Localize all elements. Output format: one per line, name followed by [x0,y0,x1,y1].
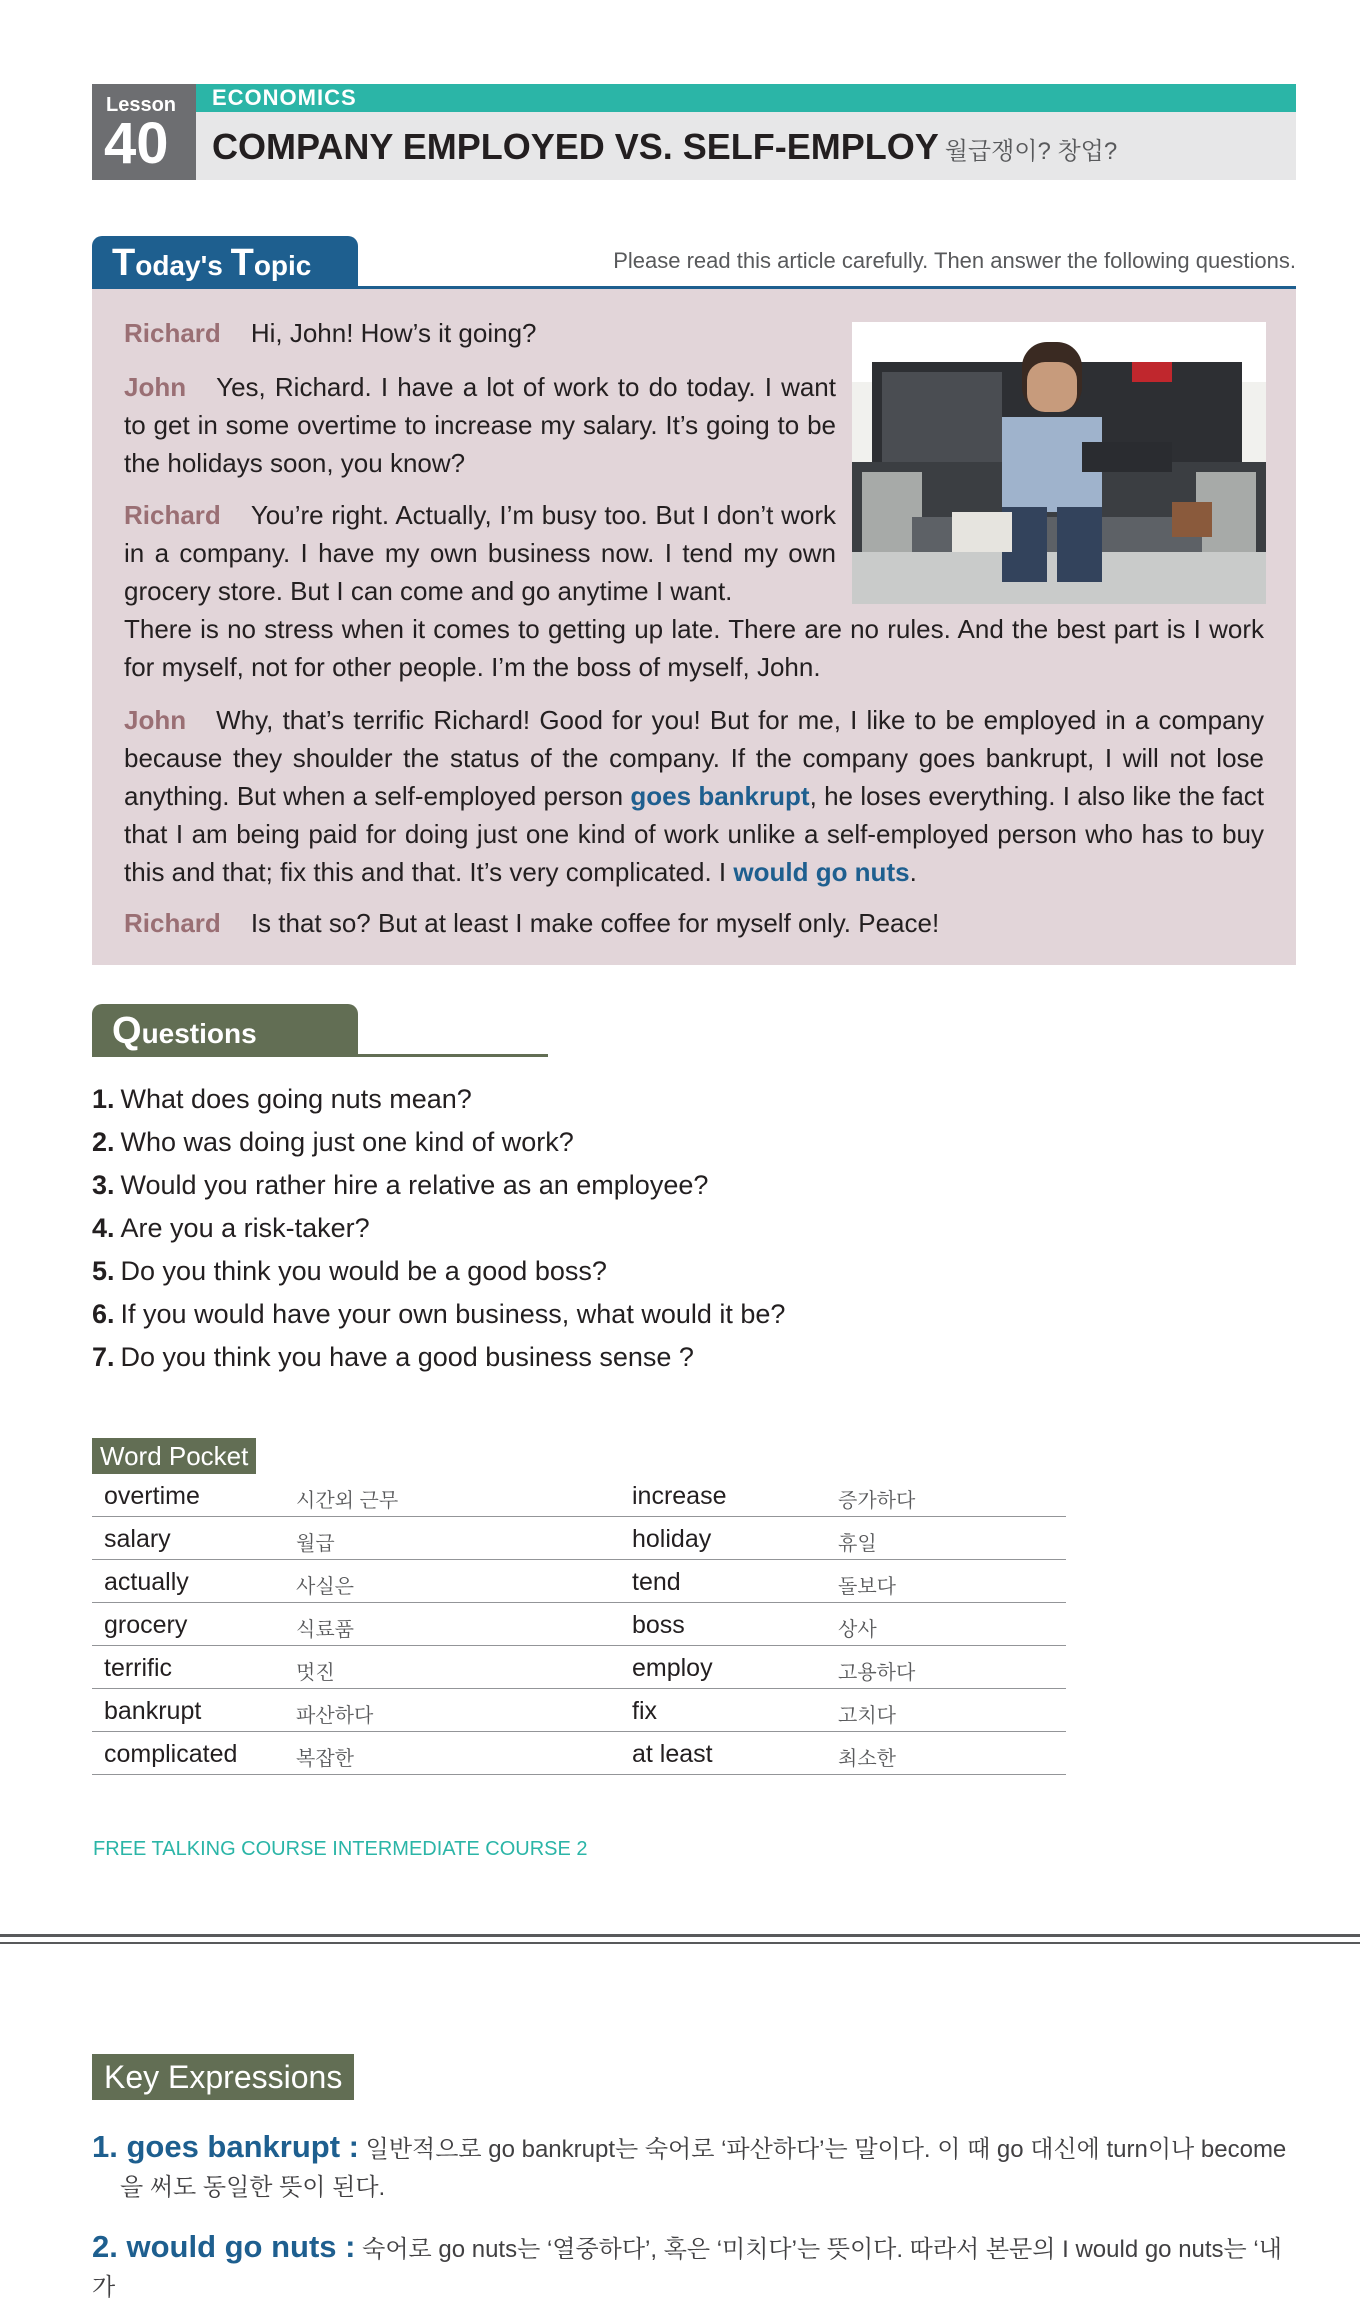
instruction-text: Please read this article carefully. Then answer the following questions. [613,248,1296,273]
question-text: What does going nuts mean? [120,1084,472,1114]
question-item [92,1250,785,1293]
word-ko: 휴일 [838,1533,877,1555]
word-en: increase [632,1482,727,1510]
word-row [92,1689,1066,1732]
page-separator-thin [0,1942,1360,1944]
question-item [92,1164,785,1207]
word-pocket-table [92,1474,1066,1775]
word-ko: 고치다 [838,1705,896,1727]
question-text: Are you a risk-taker? [120,1213,370,1243]
line-text: Is that so? But at least I make coffee for myself only. Peace! [250,908,940,938]
word-row [92,1732,1066,1775]
question-number: 2. [92,1127,115,1157]
question-text: Do you think you have a good business sense ? [120,1342,694,1372]
lesson-badge [92,84,196,180]
question-text: Would you rather hire a relative as an employee? [120,1170,709,1200]
word-en: salary [104,1525,171,1553]
lesson-number: 40 [104,111,169,176]
title-text: COMPANY EMPLOYED VS. SELF-EMPLOY [212,126,939,167]
word-en: at least [632,1740,713,1768]
questions-divider [92,1054,548,1057]
word-ko: 식료품 [296,1619,354,1641]
question-item [92,1078,785,1121]
title-korean: 월급쟁이? 창업? [944,138,1118,165]
word-row [92,1474,1066,1517]
title-bar [196,112,1296,180]
questions-rest: uestions [141,1018,257,1049]
topic-cap-t1: T [112,242,136,284]
speaker-name: John [124,372,187,402]
dialogue-line-1 [124,314,824,352]
word-ko: 사실은 [296,1576,354,1598]
topic-rest1: oday's [135,250,231,281]
speaker-name: Richard [124,908,221,938]
word-en: fix [632,1697,657,1725]
word-ko: 멋진 [296,1662,335,1684]
word-ko: 증가하다 [838,1490,916,1512]
word-en: boss [632,1611,685,1639]
question-number: 1. [92,1084,115,1114]
question-item [92,1336,785,1379]
key-expression-item [92,2128,1296,2207]
speaker-name: John [124,705,187,735]
page-separator [0,1934,1360,1937]
question-item [92,1121,785,1164]
word-ko: 고용하다 [838,1662,916,1684]
topic-rest2: opic [253,250,312,281]
question-item [92,1207,785,1250]
word-ko: 최소한 [838,1748,896,1770]
word-en: bankrupt [104,1697,202,1725]
todays-topic-tab [92,236,358,288]
word-en: terrific [104,1654,173,1682]
word-en: tend [632,1568,681,1596]
dialogue-line-3 [124,496,836,610]
word-ko: 돌보다 [838,1576,896,1598]
topic-cap-t2: T [230,242,254,284]
word-en: complicated [104,1740,238,1768]
key-expression-head: 2. would go nuts : [92,2229,356,2264]
key-expression-text: 숙어로 go nuts는 ‘열중하다’, 혹은 ‘미치다’는 뜻이다. 따라서 본문의 I would go nuts는 ‘내가 [92,2236,1282,2301]
key-expression-item [92,2228,1296,2307]
word-ko: 시간외 근무 [296,1490,399,1512]
dialogue-line-2 [124,368,836,482]
line-text-c: . [909,857,917,887]
lesson-word: Lesson [106,94,177,116]
footer-course-title: FREE TALKING COURSE INTERMEDIATE COURSE 2 [93,1838,588,1860]
questions-tab [92,1004,358,1056]
key-expression-text-cont: 을 써도 동일한 뜻이 된다. [120,2174,386,2201]
word-row [92,1560,1066,1603]
question-number: 7. [92,1342,115,1372]
question-number: 3. [92,1170,115,1200]
word-en: overtime [104,1482,200,1510]
line-text: Yes, Richard. I have a lot of work to do today. I want to get in some overtime to increase my salary. It’s going to be the holidays soon, you know? [124,372,836,478]
photo-illustration [852,322,1266,604]
word-en: actually [104,1568,189,1596]
subject-bar [196,84,1296,112]
subject-label: ECONOMICS [212,85,357,110]
key-expression-text: 일반적으로 go bankrupt는 숙어로 ‘파산하다’는 말이다. 이 때 go 대신에 turn이나 become [365,2136,1287,2163]
word-ko: 파산하다 [296,1705,374,1727]
word-en: employ [632,1654,713,1682]
line-text: Hi, John! How’s it going? [250,318,537,348]
questions-label [112,1010,257,1053]
question-number: 5. [92,1256,115,1286]
page-title [212,126,1117,168]
line-text-a: Why, that’s terrific Richard! Good for you! But for me, I like to be employed in a company because they shoulder the status of the company. If the company goes bankrupt, I will not lose anything. But when a self-employed person [124,705,1264,811]
dialogue-line-4 [124,701,1264,891]
word-pocket-label: Word Pocket [92,1438,256,1474]
word-ko: 복잡한 [296,1748,354,1770]
question-text: If you would have your own business, what would it be? [120,1299,786,1329]
pickup-truck-photo [852,322,1266,604]
highlight-would-go-nuts: would go nuts [733,857,910,887]
word-en: grocery [104,1611,188,1639]
question-text: Who was doing just one kind of work? [120,1127,574,1157]
question-list [92,1078,785,1379]
line-text-b: , he loses everything. I also like the fact that I am being paid for doing just one kind of work unlike a self-employed person who has to buy this and that; fix this and that. It’s very complicated. I [124,781,1264,887]
word-ko: 상사 [838,1619,877,1641]
question-text: Do you think you would be a good boss? [120,1256,607,1286]
word-row [92,1603,1066,1646]
word-en: holiday [632,1525,712,1553]
word-row [92,1646,1066,1689]
dialogue-line-3-continued: There is no stress when it comes to getting up late. There are no rules. And the best part is I work for myself, not for other people. I’m the boss of myself, John. [124,614,1264,682]
dialogue-line-5 [124,904,1264,942]
word-row [92,1517,1066,1560]
question-number: 4. [92,1213,115,1243]
question-number: 6. [92,1299,115,1329]
question-item [92,1293,785,1336]
line-text: You’re right. Actually, I’m busy too. But I don’t work in a company. I have my own business now. I tend my own grocery store. But I can come and go anytime I want. [124,500,836,606]
speaker-name: Richard [124,318,221,348]
highlight-goes-bankrupt: goes bankrupt [630,781,810,811]
key-expression-head: 1. goes bankrupt : [92,2129,359,2164]
word-ko: 월급 [296,1533,335,1555]
speaker-name: Richard [124,500,221,530]
questions-cap: Q [112,1010,142,1052]
key-expressions-label: Key Expressions [92,2054,354,2100]
todays-topic-label [112,242,311,285]
